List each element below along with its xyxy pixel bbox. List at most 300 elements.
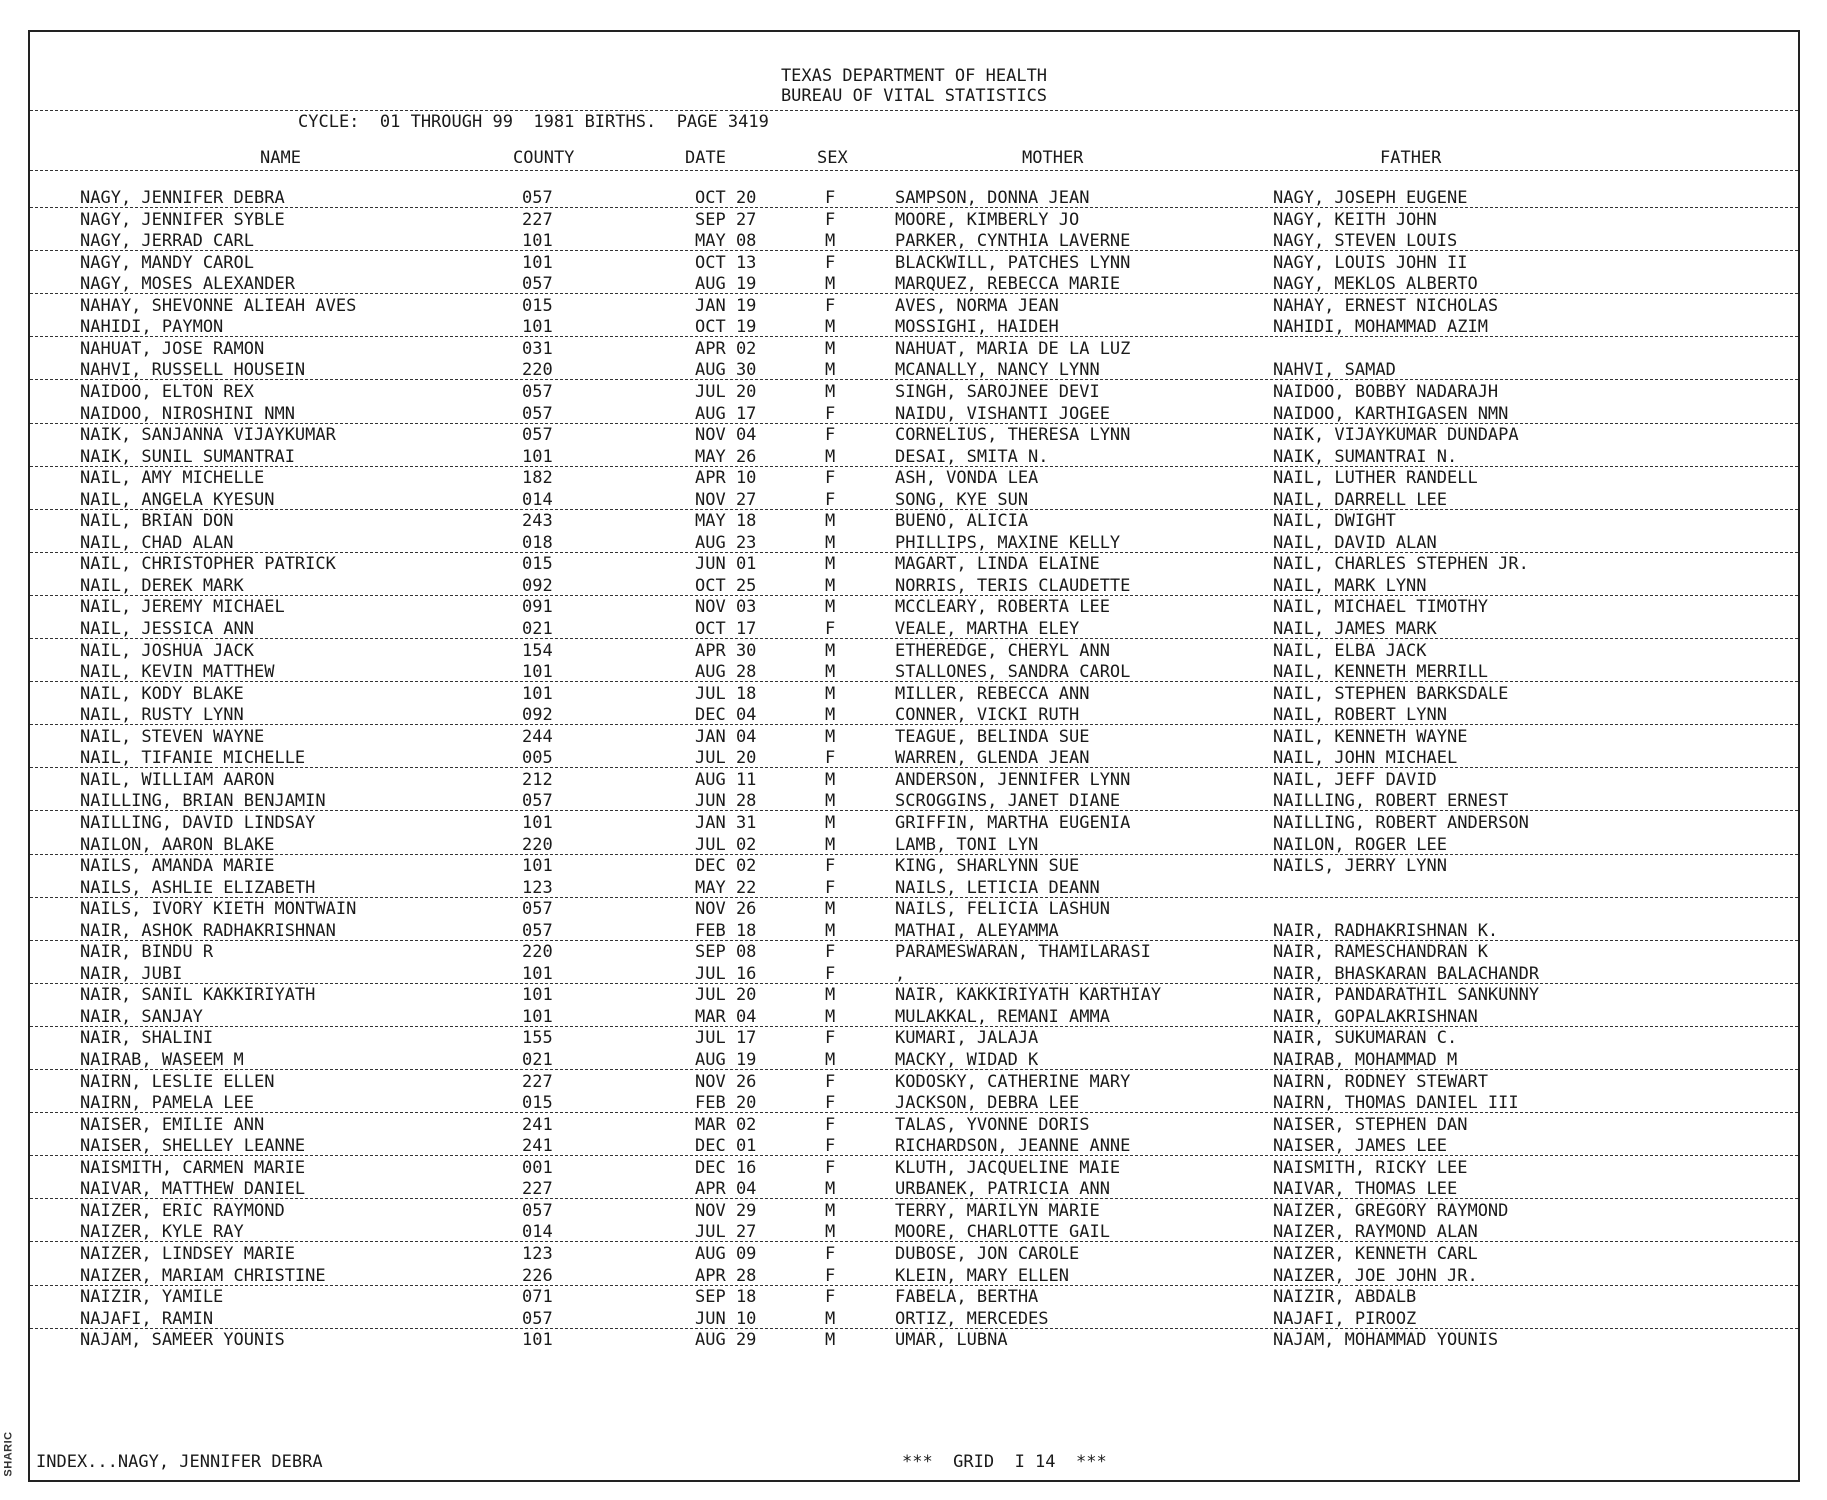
cell-date: AUG 19: [695, 1050, 757, 1070]
cell-name: NAIL, JOSHUA JACK: [80, 640, 254, 661]
cell-county: 057: [522, 381, 553, 402]
cell-mother: ANDERSON, JENNIFER LYNN: [895, 769, 1131, 790]
table-row: [30, 210, 1798, 232]
cell-date: JAN 31: [695, 812, 757, 833]
cell-date: MAY 18: [695, 511, 757, 532]
cell-name: NAGY, JERRAD CARL: [80, 231, 254, 252]
cell-date: AUG 30: [695, 360, 757, 381]
side-stamp: SHARIC: [2, 1431, 15, 1477]
row-separator: [30, 767, 1798, 768]
table-row: [30, 684, 1798, 706]
row-separator: [30, 423, 1798, 424]
table-row: [30, 425, 1798, 447]
cell-county: 123: [522, 1243, 553, 1264]
cell-county: 220: [522, 942, 553, 963]
cell-mother: ORTIZ, MERCEDES: [895, 1308, 1049, 1329]
cell-name: NAIZIR, YAMILE: [80, 1287, 224, 1308]
cell-county: 241: [522, 1114, 553, 1135]
cell-father: NAGY, MEKLOS ALBERTO: [1273, 274, 1478, 295]
row-separator: [30, 1198, 1798, 1199]
cell-county: 101: [522, 317, 553, 338]
cell-sex: F: [825, 877, 836, 898]
column-header-rule: [30, 170, 1798, 171]
cell-name: NAIR, BINDU R: [80, 942, 214, 963]
cell-date: JUN 10: [695, 1308, 757, 1329]
table-row: [30, 856, 1798, 878]
cell-sex: M: [825, 575, 836, 596]
table-row: [30, 1287, 1798, 1309]
cell-father: NAIDOO, BOBBY NADARAJH: [1273, 381, 1499, 402]
cell-county: 101: [522, 231, 553, 252]
cell-date: JUL 20: [695, 985, 757, 1006]
cell-county: 155: [522, 1028, 553, 1049]
cell-father: NAIL, KENNETH MERRILL: [1273, 662, 1488, 683]
cell-mother: KLEIN, MARY ELLEN: [895, 1265, 1069, 1286]
cell-name: NAHIDI, PAYMON: [80, 317, 224, 338]
cell-father: NAIL, LUTHER RANDELL: [1273, 468, 1478, 489]
table-row: [30, 296, 1798, 318]
cell-date: OCT 13: [695, 252, 757, 273]
cell-name: NAIR, SANIL KAKKIRIYATH: [80, 985, 316, 1006]
cell-name: NAJAM, SAMEER YOUNIS: [80, 1330, 285, 1351]
cell-father: NAILLING, ROBERT ERNEST: [1273, 791, 1509, 812]
cell-sex: F: [825, 468, 836, 489]
cell-name: NAIK, SANJANNA VIJAYKUMAR: [80, 425, 336, 446]
row-separator: [30, 681, 1798, 682]
cell-mother: MARQUEZ, REBECCA MARIE: [895, 274, 1121, 295]
cell-name: NAIR, JUBI: [80, 963, 183, 984]
cell-mother: MULAKKAL, REMANI AMMA: [895, 1006, 1110, 1027]
cell-mother: MOORE, CHARLOTTE GAIL: [895, 1222, 1110, 1243]
cell-sex: M: [825, 338, 836, 359]
cell-date: DEC 04: [695, 705, 757, 726]
cell-name: NAILON, AARON BLAKE: [80, 834, 275, 855]
cell-mother: UMAR, LUBNA: [895, 1330, 1008, 1351]
cell-mother: CONNER, VICKI RUTH: [895, 705, 1080, 726]
cell-date: NOV 26: [695, 899, 757, 920]
cell-date: OCT 25: [695, 575, 757, 596]
cell-name: NAIL, CHAD ALAN: [80, 532, 234, 553]
cell-father: NAIR, PANDARATHIL SANKUNNY: [1273, 985, 1540, 1006]
cell-sex: F: [825, 942, 836, 963]
cell-county: 101: [522, 446, 553, 467]
cell-sex: F: [825, 295, 836, 316]
cell-date: MAR 02: [695, 1114, 757, 1135]
row-separator: [30, 1112, 1798, 1113]
cell-county: 057: [522, 425, 553, 446]
cell-sex: M: [825, 1179, 836, 1200]
cell-date: NOV 04: [695, 425, 757, 446]
cell-county: 101: [522, 662, 553, 683]
row-separator: [30, 595, 1798, 596]
cell-sex: M: [825, 446, 836, 467]
cell-county: 091: [522, 597, 553, 618]
cell-sex: M: [825, 683, 836, 704]
cell-name: NAIR, SHALINI: [80, 1028, 214, 1049]
cell-county: 071: [522, 1287, 553, 1308]
cell-county: 057: [522, 899, 553, 920]
cell-date: DEC 02: [695, 856, 757, 877]
cell-mother: KUMARI, JALAJA: [895, 1028, 1039, 1049]
cell-county: 182: [522, 468, 553, 489]
cell-county: 057: [522, 403, 553, 424]
cell-county: 021: [522, 619, 553, 639]
cell-father: NAIZIR, ABDALB: [1273, 1287, 1417, 1308]
row-separator: [30, 810, 1798, 811]
cell-father: NAJAM, MOHAMMAD YOUNIS: [1273, 1330, 1499, 1351]
cell-date: AUG 23: [695, 532, 757, 553]
cell-sex: M: [825, 1050, 836, 1070]
cell-father: NAIL, DAVID ALAN: [1273, 532, 1437, 553]
cell-county: 092: [522, 575, 553, 596]
table-row: [30, 468, 1798, 490]
cell-name: NAIDOO, ELTON REX: [80, 381, 254, 402]
cell-sex: F: [825, 1136, 836, 1157]
cell-date: AUG 09: [695, 1243, 757, 1264]
cell-sex: M: [825, 274, 836, 295]
cell-county: 057: [522, 920, 553, 941]
table-row: [30, 985, 1798, 1007]
cell-father: NAHVI, SAMAD: [1273, 360, 1396, 381]
cell-father: NAISER, JAMES LEE: [1273, 1136, 1447, 1157]
cell-mother: DESAI, SMITA N.: [895, 446, 1049, 467]
cell-date: OCT 19: [695, 317, 757, 338]
cell-date: AUG 19: [695, 274, 757, 295]
cell-name: NAILS, AMANDA MARIE: [80, 856, 275, 877]
cell-name: NAIRN, LESLIE ELLEN: [80, 1071, 275, 1092]
cell-date: APR 02: [695, 338, 757, 359]
cell-county: 031: [522, 338, 553, 359]
cell-name: NAIR, ASHOK RADHAKRISHNAN: [80, 920, 336, 941]
cell-father: NAIL, ROBERT LYNN: [1273, 705, 1447, 726]
cell-name: NAGY, MOSES ALEXANDER: [80, 274, 295, 295]
cell-county: 015: [522, 1093, 553, 1114]
cell-sex: F: [825, 748, 836, 769]
cell-county: 101: [522, 963, 553, 984]
row-separator: [30, 1026, 1798, 1027]
cell-sex: F: [825, 1114, 836, 1135]
row-separator: [30, 1241, 1798, 1242]
table-row: [30, 597, 1798, 619]
cell-mother: MILLER, REBECCA ANN: [895, 683, 1090, 704]
cell-name: NAHUAT, JOSE RAMON: [80, 338, 265, 359]
cell-mother: MATHAI, ALEYAMMA: [895, 920, 1059, 941]
cell-father: NAGY, LOUIS JOHN II: [1273, 252, 1468, 273]
cell-date: APR 28: [695, 1265, 757, 1286]
column-header-date: DATE: [685, 148, 726, 168]
cell-mother: WARREN, GLENDA JEAN: [895, 748, 1090, 769]
table-row: [30, 339, 1798, 361]
table-row: [30, 1158, 1798, 1180]
cell-mother: FABELA, BERTHA: [895, 1287, 1039, 1308]
table-row: [30, 1115, 1798, 1137]
cell-father: NAIL, JEFF DAVID: [1273, 769, 1437, 790]
table-row: [30, 1028, 1798, 1050]
column-header-father: FATHER: [1380, 148, 1442, 168]
cell-mother: URBANEK, PATRICIA ANN: [895, 1179, 1110, 1200]
cell-date: APR 30: [695, 640, 757, 661]
cell-father: NAIK, VIJAYKUMAR DUNDAPA: [1273, 425, 1519, 446]
row-separator: [30, 379, 1798, 380]
cell-date: MAY 22: [695, 877, 757, 898]
table-row: [30, 382, 1798, 404]
row-separator: [30, 336, 1798, 337]
cell-date: JUL 18: [695, 683, 757, 704]
cell-sex: M: [825, 726, 836, 747]
cell-date: OCT 20: [695, 188, 757, 208]
cell-sex: M: [825, 705, 836, 726]
cell-date: FEB 18: [695, 920, 757, 941]
cell-name: NAIR, SANJAY: [80, 1006, 203, 1027]
cell-name: NAIL, DEREK MARK: [80, 575, 244, 596]
cell-father: NAHIDI, MOHAMMAD AZIM: [1273, 317, 1488, 338]
cell-mother: NAILS, LETICIA DEANN: [895, 877, 1100, 898]
cell-sex: F: [825, 188, 836, 208]
cell-mother: ETHEREDGE, CHERYL ANN: [895, 640, 1110, 661]
cell-sex: M: [825, 985, 836, 1006]
cell-mother: KLUTH, JACQUELINE MAIE: [895, 1157, 1121, 1178]
cell-name: NAILLING, BRIAN BENJAMIN: [80, 791, 326, 812]
table-row: [30, 727, 1798, 749]
cell-date: AUG 29: [695, 1330, 757, 1351]
cell-mother: SCROGGINS, JANET DIANE: [895, 791, 1121, 812]
cell-date: SEP 08: [695, 942, 757, 963]
cell-mother: CORNELIUS, THERESA LYNN: [895, 425, 1131, 446]
cell-county: 101: [522, 1330, 553, 1351]
cell-father: NAIZER, KENNETH CARL: [1273, 1243, 1478, 1264]
row-separator: [30, 552, 1798, 553]
cell-name: NAGY, JENNIFER DEBRA: [80, 188, 285, 208]
cell-name: NAISMITH, CARMEN MARIE: [80, 1157, 306, 1178]
cell-father: NAIL, DWIGHT: [1273, 511, 1396, 532]
cell-mother: RICHARDSON, JEANNE ANNE: [895, 1136, 1131, 1157]
table-row: [30, 1330, 1798, 1352]
cycle-line: CYCLE: 01 THROUGH 99 1981 BIRTHS. PAGE 3419: [298, 112, 769, 132]
cell-sex: F: [825, 1071, 836, 1092]
cell-mother: DUBOSE, JON CAROLE: [895, 1243, 1080, 1264]
cell-sex: M: [825, 511, 836, 532]
cell-date: JAN 19: [695, 295, 757, 316]
row-separator: [30, 638, 1798, 639]
table-row: [30, 813, 1798, 835]
cell-name: NAIL, BRIAN DON: [80, 511, 234, 532]
cell-sex: F: [825, 856, 836, 877]
table-row: [30, 511, 1798, 533]
cell-mother: GRIFFIN, MARTHA EUGENIA: [895, 812, 1131, 833]
cell-mother: STALLONES, SANDRA CAROL: [895, 662, 1131, 683]
cell-mother: SAMPSON, DONNA JEAN: [895, 188, 1090, 208]
cell-mother: AVES, NORMA JEAN: [895, 295, 1059, 316]
cell-mother: SINGH, SAROJNEE DEVI: [895, 381, 1100, 402]
cell-sex: M: [825, 834, 836, 855]
cell-mother: TALAS, YVONNE DORIS: [895, 1114, 1090, 1135]
cell-mother: NAHUAT, MARIA DE LA LUZ: [895, 338, 1131, 359]
department-title: TEXAS DEPARTMENT OF HEALTH: [780, 66, 1048, 86]
cell-father: NAIR, RAMESCHANDRAN K: [1273, 942, 1488, 963]
cell-father: NAGY, STEVEN LOUIS: [1273, 231, 1458, 252]
row-separator: [30, 854, 1798, 855]
table-row: [30, 770, 1798, 792]
document-frame: [28, 30, 1800, 1482]
cell-father: NAIL, JOHN MICHAEL: [1273, 748, 1458, 769]
cell-date: JUN 01: [695, 554, 757, 575]
cell-name: NAIL, WILLIAM AARON: [80, 769, 275, 790]
cell-sex: M: [825, 920, 836, 941]
cell-father: NAJAFI, PIROOZ: [1273, 1308, 1417, 1329]
cell-father: NAIL, ELBA JACK: [1273, 640, 1427, 661]
cell-date: SEP 18: [695, 1287, 757, 1308]
cell-father: NAIL, JAMES MARK: [1273, 619, 1437, 639]
cell-date: DEC 01: [695, 1136, 757, 1157]
cell-county: 220: [522, 360, 553, 381]
grid-label: *** GRID I 14 ***: [902, 1452, 1107, 1472]
cell-name: NAIL, STEVEN WAYNE: [80, 726, 265, 747]
index-line: INDEX...NAGY, JENNIFER DEBRA: [36, 1452, 323, 1472]
cell-county: 015: [522, 295, 553, 316]
cell-name: NAISER, SHELLEY LEANNE: [80, 1136, 306, 1157]
row-separator: [30, 1069, 1798, 1070]
cell-county: 227: [522, 1071, 553, 1092]
cell-county: 018: [522, 532, 553, 553]
cell-father: NAIL, KENNETH WAYNE: [1273, 726, 1468, 747]
cell-county: 057: [522, 791, 553, 812]
cell-county: 226: [522, 1265, 553, 1286]
cell-sex: M: [825, 1200, 836, 1221]
row-separator: [30, 1328, 1798, 1329]
cell-sex: M: [825, 1308, 836, 1329]
cell-date: OCT 17: [695, 619, 757, 639]
cell-mother: NAIR, KAKKIRIYATH KARTHIAY: [895, 985, 1162, 1006]
cell-date: JUL 20: [695, 381, 757, 402]
cell-sex: F: [825, 489, 836, 510]
cell-sex: M: [825, 317, 836, 338]
cell-date: APR 10: [695, 468, 757, 489]
cell-name: NAIL, CHRISTOPHER PATRICK: [80, 554, 336, 575]
cell-sex: M: [825, 231, 836, 252]
table-row: [30, 1244, 1798, 1266]
cell-date: JUL 02: [695, 834, 757, 855]
cell-sex: M: [825, 360, 836, 381]
cell-county: 227: [522, 209, 553, 230]
header-rule: [30, 110, 1798, 111]
cell-date: SEP 27: [695, 209, 757, 230]
cell-mother: ASH, VONDA LEA: [895, 468, 1039, 489]
cell-name: NAIZER, KYLE RAY: [80, 1222, 244, 1243]
cell-county: 244: [522, 726, 553, 747]
cell-name: NAIL, JESSICA ANN: [80, 619, 254, 639]
cell-name: NAGY, JENNIFER SYBLE: [80, 209, 285, 230]
cell-mother: TERRY, MARILYN MARIE: [895, 1200, 1100, 1221]
cell-date: MAY 08: [695, 231, 757, 252]
cell-date: AUG 17: [695, 403, 757, 424]
cell-name: NAHAY, SHEVONNE ALIEAH AVES: [80, 295, 357, 316]
cell-father: NAIDOO, KARTHIGASEN NMN: [1273, 403, 1509, 424]
cell-sex: F: [825, 209, 836, 230]
cell-date: JAN 04: [695, 726, 757, 747]
cell-date: APR 04: [695, 1179, 757, 1200]
cell-mother: LAMB, TONI LYN: [895, 834, 1039, 855]
cell-father: NAIL, CHARLES STEPHEN JR.: [1273, 554, 1529, 575]
cell-date: MAY 26: [695, 446, 757, 467]
cell-mother: BUENO, ALICIA: [895, 511, 1029, 532]
cell-name: NAIVAR, MATTHEW DANIEL: [80, 1179, 306, 1200]
cell-father: NAIRAB, MOHAMMAD M: [1273, 1050, 1458, 1070]
cell-county: 243: [522, 511, 553, 532]
cell-mother: MOORE, KIMBERLY JO: [895, 209, 1080, 230]
cell-sex: F: [825, 1093, 836, 1114]
cell-county: 212: [522, 769, 553, 790]
cell-sex: F: [825, 963, 836, 984]
cell-name: NAILS, IVORY KIETH MONTWAIN: [80, 899, 357, 920]
cell-sex: M: [825, 662, 836, 683]
cell-father: NAILLING, ROBERT ANDERSON: [1273, 812, 1529, 833]
cell-name: NAILS, ASHLIE ELIZABETH: [80, 877, 316, 898]
cell-name: NAILLING, DAVID LINDSAY: [80, 812, 316, 833]
cell-father: NAGY, KEITH JOHN: [1273, 209, 1437, 230]
cell-mother: MCANALLY, NANCY LYNN: [895, 360, 1100, 381]
bureau-title: BUREAU OF VITAL STATISTICS: [780, 86, 1048, 106]
column-header-mother: MOTHER: [1022, 148, 1084, 168]
cell-name: NAIRAB, WASEEM M: [80, 1050, 244, 1070]
table-row: [30, 1201, 1798, 1223]
cell-date: JUL 17: [695, 1028, 757, 1049]
cell-county: 154: [522, 640, 553, 661]
cell-county: 101: [522, 856, 553, 877]
cell-sex: M: [825, 640, 836, 661]
cell-mother: PHILLIPS, MAXINE KELLY: [895, 532, 1121, 553]
cell-sex: F: [825, 1265, 836, 1286]
cell-mother: KODOSKY, CATHERINE MARY: [895, 1071, 1131, 1092]
cell-father: NAIZER, RAYMOND ALAN: [1273, 1222, 1478, 1243]
cell-county: 227: [522, 1179, 553, 1200]
table-row: [30, 554, 1798, 576]
cell-father: NAIZER, JOE JOHN JR.: [1273, 1265, 1478, 1286]
cell-date: JUL 27: [695, 1222, 757, 1243]
cell-date: NOV 29: [695, 1200, 757, 1221]
cell-father: NAISER, STEPHEN DAN: [1273, 1114, 1468, 1135]
cell-mother: PARAMESWARAN, THAMILARASI: [895, 942, 1151, 963]
cell-name: NAIZER, ERIC RAYMOND: [80, 1200, 285, 1221]
cell-date: JUL 16: [695, 963, 757, 984]
cell-father: NAIRN, THOMAS DANIEL III: [1273, 1093, 1519, 1114]
cell-name: NAIZER, LINDSEY MARIE: [80, 1243, 295, 1264]
cell-sex: M: [825, 812, 836, 833]
cell-date: NOV 26: [695, 1071, 757, 1092]
cell-sex: F: [825, 1243, 836, 1264]
cell-father: NAIZER, GREGORY RAYMOND: [1273, 1200, 1509, 1221]
cell-name: NAIK, SUNIL SUMANTRAI: [80, 446, 295, 467]
cell-date: FEB 20: [695, 1093, 757, 1114]
column-header-county: COUNTY: [513, 148, 575, 168]
cell-mother: SONG, KYE SUN: [895, 489, 1029, 510]
cell-county: 057: [522, 274, 553, 295]
cell-county: 005: [522, 748, 553, 769]
cell-mother: PARKER, CYNTHIA LAVERNE: [895, 231, 1131, 252]
cell-county: 101: [522, 683, 553, 704]
row-separator: [30, 250, 1798, 251]
cell-date: NOV 27: [695, 489, 757, 510]
cell-father: NAIR, RADHAKRISHNAN K.: [1273, 920, 1499, 941]
cell-father: NAILS, JERRY LYNN: [1273, 856, 1447, 877]
cell-name: NAIL, TIFANIE MICHELLE: [80, 748, 306, 769]
cell-sex: F: [825, 425, 836, 446]
cell-father: NAHAY, ERNEST NICHOLAS: [1273, 295, 1499, 316]
cell-county: 057: [522, 188, 553, 208]
row-separator: [30, 509, 1798, 510]
row-separator: [30, 1285, 1798, 1286]
cell-mother: TEAGUE, BELINDA SUE: [895, 726, 1090, 747]
cell-mother: MAGART, LINDA ELAINE: [895, 554, 1100, 575]
